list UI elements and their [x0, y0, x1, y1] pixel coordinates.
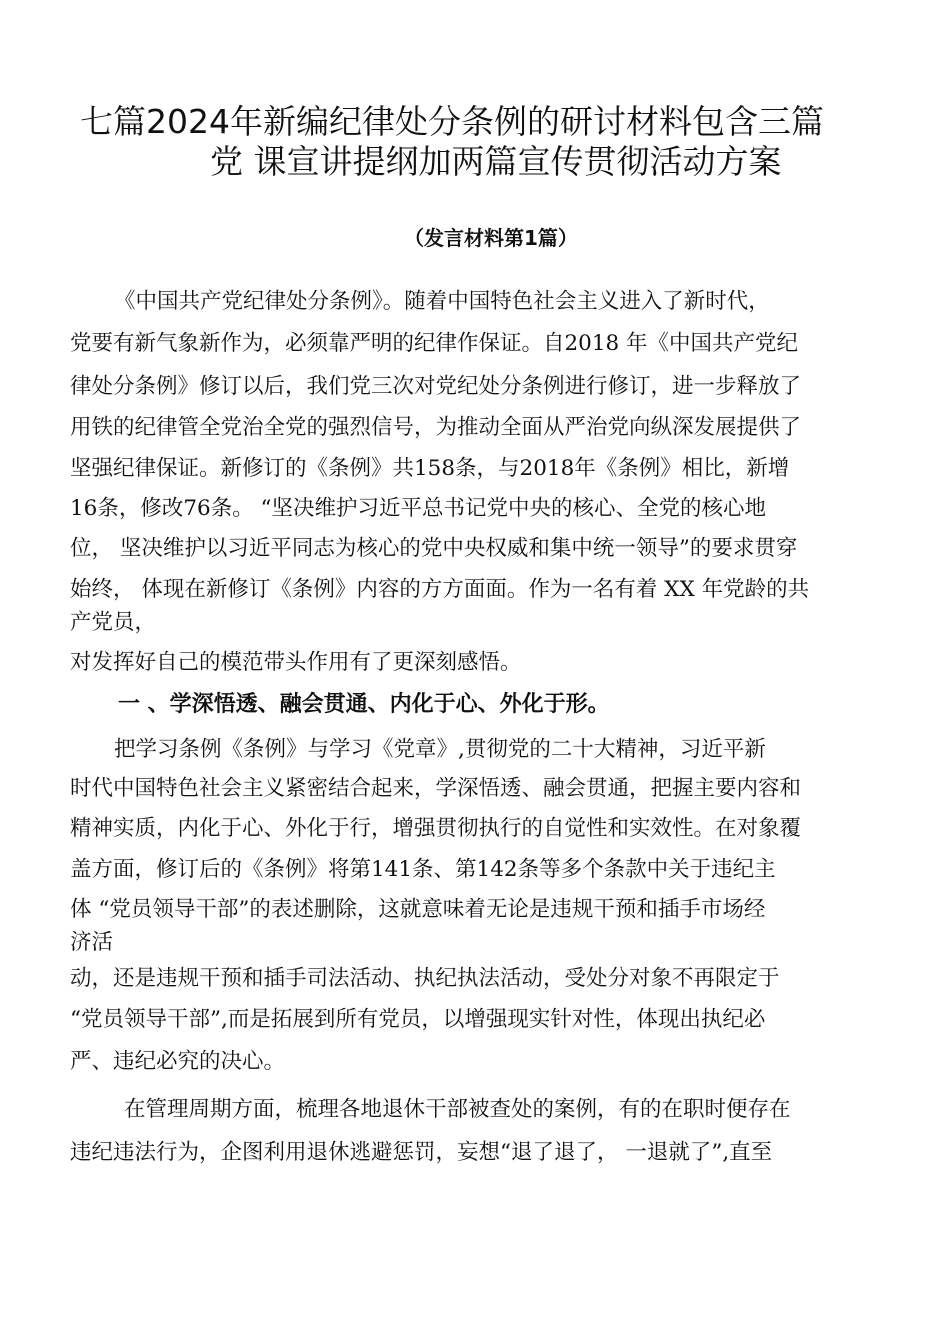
- paragraph-1-line: 16条，修改76条。 “坚决维护习近平总书记党中央的核心、全党的核心地: [70, 496, 767, 521]
- paragraph-1-line: 位， 坚决维护以习近平同志为核心的党中央权威和集中统一领导”的要求贯穿: [70, 536, 798, 561]
- paragraph-2-line: 时代中国特色社会主义紧密结合起来，学深悟透、融会贯通，把握主要内容和: [70, 776, 802, 801]
- paragraph-2-line: 精神实质，内化于心、外化于行，增强贯彻执行的自觉性和实效性。在对象覆: [70, 816, 802, 841]
- paragraph-2-line: 动，还是违规干预和插手司法活动、执纪执法活动，受处分对象不再限定于: [70, 966, 780, 991]
- paragraph-2-line: 盖方面，修订后的《条例》将第141条、第142条等多个条款中关于违纪主: [70, 857, 776, 882]
- paragraph-2-line: 体 “党员领导干部”的表述删除，这就意味着无论是违规干预和插手市场经: [70, 897, 766, 922]
- paragraph-2-line: 把学习条例《条例》与学习《党章》,贯彻党的二十大精神，习近平新: [114, 737, 766, 762]
- paragraph-3-line: 违纪违法行为，企图利用退休逃避惩罚，妄想“退了退了， 一退就了”,直至: [70, 1140, 773, 1165]
- paragraph-1-line: 党要有新气象新作为，必须靠严明的纪律作保证。自2018 年《中国共产党纪: [70, 331, 799, 356]
- document-subtitle: （发言材料第1篇）: [404, 226, 578, 250]
- document-title-line-2: 党 课宣讲提纲加两篇宣传贯彻活动方案: [210, 142, 782, 181]
- paragraph-1-line: 产党员，: [70, 610, 157, 635]
- paragraph-2-line: 济活: [70, 930, 114, 955]
- document-title-line-1: 七篇2024年新编纪律处分条例的研讨材料包含三篇: [80, 102, 824, 141]
- paragraph-1-line: 《中国共产党纪律处分条例》。随着中国特色社会主义进入了新时代，: [114, 289, 770, 314]
- paragraph-2-line: 严、违纪必究的决心。: [70, 1049, 286, 1074]
- paragraph-3-line: 在管理周期方面，梳理各地退休干部被查处的案例，有的在职时便存在: [124, 1097, 791, 1122]
- paragraph-1-line: 律处分条例》修订以后，我们党三次对党纪处分条例进行修订，进一步释放了: [70, 374, 802, 399]
- paragraph-1-line: 坚强纪律保证。新修订的《条例》共158条，与2018年《条例》相比，新增: [70, 456, 790, 481]
- section-heading: 一 、学深悟透、融会贯通、内化于心、外化于形。: [118, 692, 610, 717]
- paragraph-1-line: 用铁的纪律管全党治全党的强烈信号，为推动全面从严治党向纵深发展提供了: [70, 415, 802, 440]
- paragraph-1-line: 对发挥好自己的模范带头作用有了更深刻感悟。: [70, 650, 522, 675]
- paragraph-1-line: 始终， 体现在新修订《条例》内容的方方面面。作为一名有着 XX 年党龄的共: [70, 577, 810, 602]
- paragraph-2-line: “党员领导干部”,而是拓展到所有党员，以增强现实针对性，体现出执纪必: [70, 1007, 766, 1032]
